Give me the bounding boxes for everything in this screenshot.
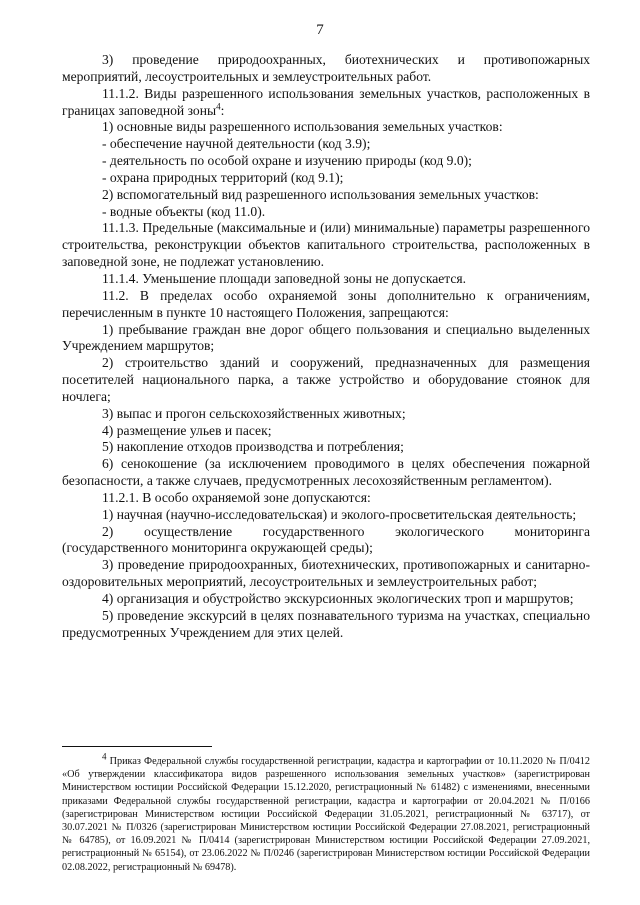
footnote [62, 751, 590, 874]
footnote-text: Приказ Федеральной службы государственной регистрации, кадастра и картографии от 10.11.2020 № П/0412 «Об утверждении классификатора видов разрешенного использования земельных участков» (зарегистрирован Министерством юстиции Российской Федерации 15.12.2020, регистрационный № 61482) с изменениями, внесенными приказами Федеральной службы государственной регистрации, кадастра и картографии от 20.04.2021 № П/0166 (зарегистрирован Министерством юстиции Российской Федерации 31.05.2021, регистрационный № 63717), от 30.07.2021 № П/0326 (зарегистрирован Министерством юстиции Российской Федерации 27.08.2021, регистрационный № 64785), от 16.09.2021 № П/0414 (зарегистрирован Министерством юстиции Российской Федерации 27.09.2021, регистрационный № 65154), от 23.06.2022 № П/0246 (зарегистрирован Министерством юстиции Российской Федерации 02.08.2022, регистрационный № 69478). [62, 756, 590, 873]
page-number: 7 [316, 22, 324, 38]
paragraph: 2) вспомогательный вид разрешенного использования земельных участков: [102, 186, 539, 202]
paragraph-colon: : [220, 102, 225, 118]
list-item: 6) сенокошение (за исключением проводимого в целях обеспечения пожарной безопасности, а также случаев, предусмотренных лесохозяйственным регламентом). [62, 456, 590, 489]
list-item: 4) организация и обустройство экскурсионных экологических троп и маршрутов; [102, 591, 574, 606]
paragraph: 11.1.3. Предельные (максимальные и (или) минимальные) параметры разрешенного строительства, реконструкции объектов капитального строительства, расположенных в заповедной зоне, не подлежат установлению. [62, 220, 590, 270]
list-item: 2) строительство зданий и сооружений, предназначенных для размещения посетителей национального парка, а также устройство и оборудование стоянок для ночлега; [62, 355, 590, 404]
paragraph: 3) проведение природоохранных, биотехнических и противопожарных мероприятий, лесоустроительных и землеустроительных работ. [62, 52, 590, 84]
paragraph: 11.2.1. В особо охраняемой зоне допускаются: [102, 489, 371, 505]
paragraph: 1) основные виды разрешенного использования земельных участков: [102, 119, 503, 135]
list-item: 3) проведение природоохранных, биотехнических, противопожарных и санитарно-оздоровительных мероприятий, лесоустроительных и землеустроительных работ; [62, 557, 590, 590]
document-body [62, 52, 590, 642]
list-item: 1) научная (научно-исследовательская) и эколого-просветительская деятельность; [102, 506, 577, 522]
list-item: - деятельность по особой охране и изучению природы (код 9.0); [102, 153, 472, 169]
list-item: 3) выпас и прогон сельскохозяйственных животных; [102, 405, 406, 421]
paragraph: 11.1.4. Уменьшение площади заповедной зоны не допускается. [102, 270, 467, 286]
list-item: 1) пребывание граждан вне дорог общего пользования и специально выделенных Учреждением маршрутов; [62, 321, 590, 354]
footnote-separator [62, 746, 212, 747]
list-item: - обеспечение научной деятельности (код 3.9); [102, 136, 371, 152]
list-item: - водные объекты (код 11.0). [102, 203, 266, 219]
paragraph [62, 86, 590, 120]
list-item: 2) осуществление государственного экологического мониторинга (государственного мониторинга окружающей среды); [62, 523, 590, 556]
list-item: - охрана природных территорий (код 9.1); [102, 169, 344, 185]
footnote-mark: 4 [102, 751, 107, 762]
list-item: 4) размещение ульев и пасек; [102, 422, 272, 438]
list-item: 5) накопление отходов производства и потребления; [102, 439, 404, 455]
paragraph: 11.2. В пределах особо охраняемой зоны дополнительно к ограничениям, перечисленным в пункте 10 настоящего Положения, запрещаются: [62, 287, 590, 320]
paragraph-text: 11.1.2. Виды разрешенного использования земельных участков, расположенных в границах заповедной зоны [62, 85, 590, 118]
list-item: 5) проведение экскурсий в целях познавательного туризма на участках, специально предусмотренных Учреждением для этих целей. [62, 607, 590, 640]
footnote-reference: 4 [216, 101, 221, 111]
